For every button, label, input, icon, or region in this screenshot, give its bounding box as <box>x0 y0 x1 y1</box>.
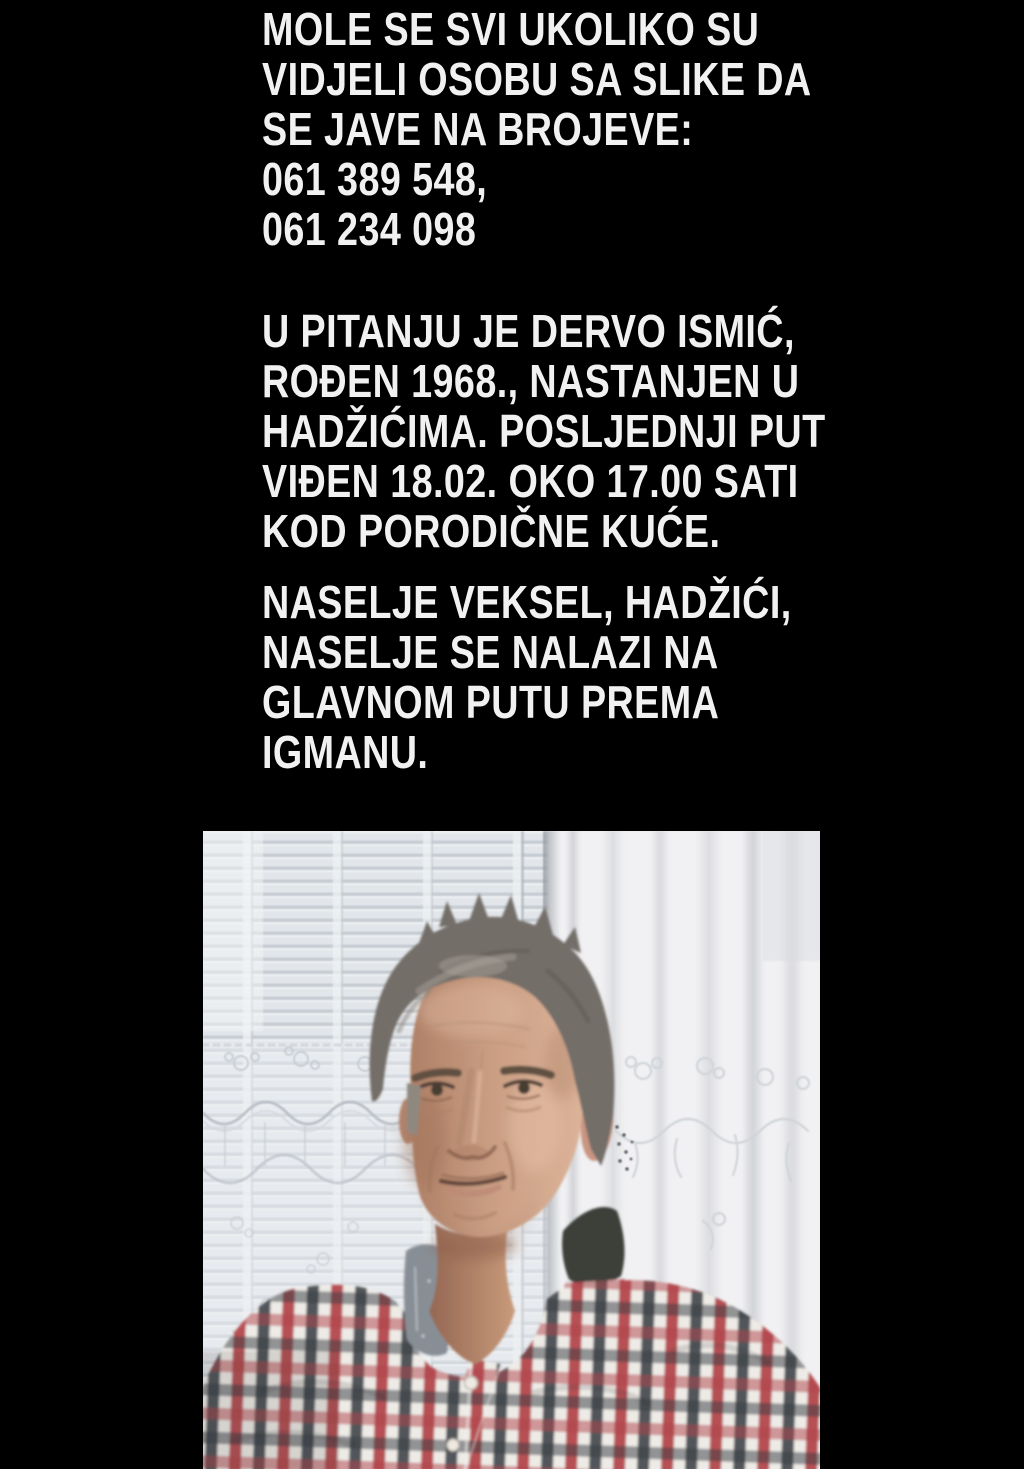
paragraph-appeal <box>262 4 812 254</box>
notice-line: U PITANJU JE DERVO ISMIĆ, <box>262 305 795 357</box>
notice-line: GLAVNOM PUTU PREMA <box>262 676 720 728</box>
notice-line: HADŽIĆIMA. POSLJEDNJI PUT <box>262 405 826 457</box>
paragraph-person-details <box>262 306 826 556</box>
photo-tint <box>203 831 820 1469</box>
missing-person-photo <box>203 831 820 1469</box>
notice-line: NASELJE VEKSEL, HADŽIĆI, <box>262 576 792 628</box>
notice-line: VIĐEN 18.02. OKO 17.00 SATI <box>262 455 799 507</box>
phone-number-1: 061 389 548, <box>262 153 488 205</box>
notice-line: KOD PORODIČNE KUĆE. <box>262 505 721 557</box>
notice-line: ROĐEN 1968., NASTANJEN U <box>262 355 800 407</box>
notice-line: IGMANU. <box>262 726 429 778</box>
notice-line: NASELJE SE NALAZI NA <box>262 626 719 678</box>
notice-line: SE JAVE NA BROJEVE: <box>262 103 694 155</box>
missing-person-photo-svg <box>203 831 820 1469</box>
phone-number-2: 061 234 098 <box>262 203 477 255</box>
paragraph-location <box>262 577 792 777</box>
notice-line: VIDJELI OSOBU SA SLIKE DA <box>262 53 812 105</box>
notice-line: MOLE SE SVI UKOLIKO SU <box>262 3 760 55</box>
